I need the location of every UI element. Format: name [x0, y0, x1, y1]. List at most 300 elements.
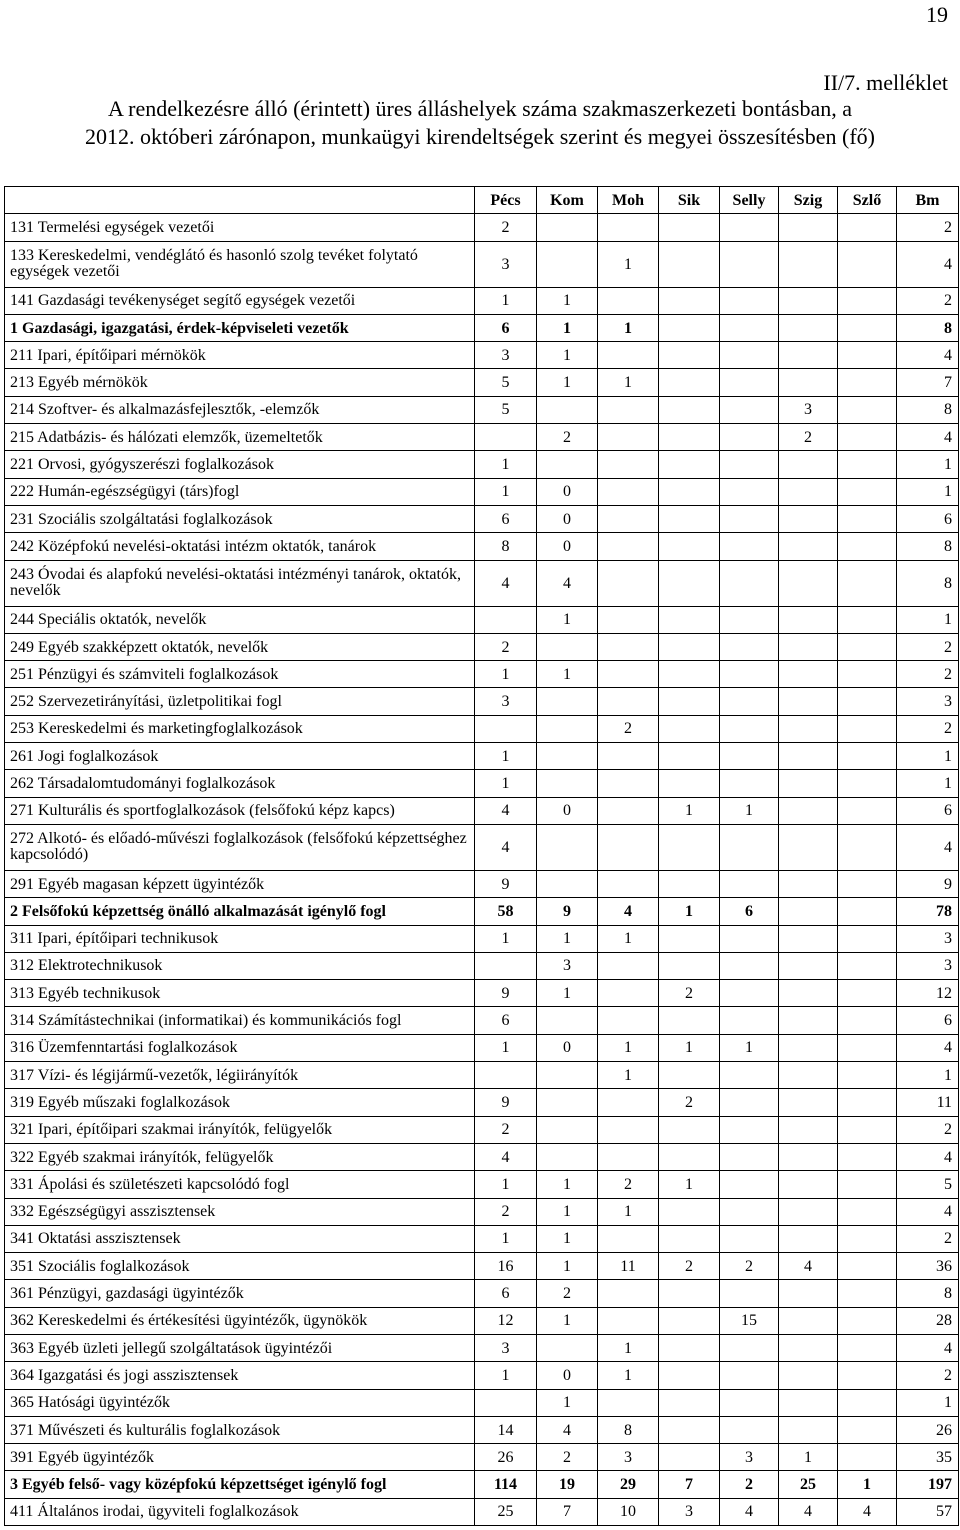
- value-cell: [475, 606, 537, 633]
- value-cell: [659, 533, 720, 560]
- table-row: [5, 314, 959, 341]
- value-cell: [779, 1416, 838, 1443]
- table-header-row: [5, 187, 959, 214]
- value-cell: [598, 770, 659, 797]
- value-cell: [838, 715, 897, 742]
- occupation-label: 3 Egyéb felső- vagy középfokú képzettséget igénylő fogl: [5, 1471, 475, 1498]
- value-cell: 1: [537, 925, 598, 952]
- value-cell: 2: [779, 424, 838, 451]
- value-cell: 3: [659, 1498, 720, 1525]
- total-cell: 6: [897, 1007, 959, 1034]
- value-cell: [838, 1198, 897, 1225]
- value-cell: [838, 1034, 897, 1061]
- value-cell: 1: [598, 1034, 659, 1061]
- value-cell: 8: [598, 1416, 659, 1443]
- value-cell: [598, 214, 659, 241]
- value-cell: 114: [475, 1471, 537, 1498]
- value-cell: [537, 241, 598, 287]
- value-cell: 1: [475, 743, 537, 770]
- column-header: Sik: [659, 187, 720, 214]
- value-cell: [659, 451, 720, 478]
- value-cell: 1: [720, 1034, 779, 1061]
- value-cell: [537, 451, 598, 478]
- value-cell: [838, 1062, 897, 1089]
- total-cell: 8: [897, 533, 959, 560]
- value-cell: [598, 1116, 659, 1143]
- table-row: [5, 1280, 959, 1307]
- occupation-label: 371 Művészeti és kulturális foglalkozások: [5, 1416, 475, 1443]
- occupation-label: 332 Egészségügyi asszisztensek: [5, 1198, 475, 1225]
- value-cell: [537, 1334, 598, 1361]
- value-cell: [838, 770, 897, 797]
- value-cell: [720, 478, 779, 505]
- value-cell: 1: [659, 1171, 720, 1198]
- total-cell: 7: [897, 369, 959, 396]
- value-cell: 26: [475, 1444, 537, 1471]
- value-cell: [598, 505, 659, 532]
- value-cell: [659, 661, 720, 688]
- value-cell: 2: [537, 1444, 598, 1471]
- value-cell: [779, 1225, 838, 1252]
- value-cell: [838, 1225, 897, 1252]
- value-cell: [779, 505, 838, 532]
- table-row: [5, 1034, 959, 1061]
- value-cell: [537, 633, 598, 660]
- value-cell: 2: [659, 1089, 720, 1116]
- total-cell: 35: [897, 1444, 959, 1471]
- value-cell: [720, 1389, 779, 1416]
- occupation-label: 214 Szoftver- és alkalmazásfejlesztők, -elemzők: [5, 396, 475, 423]
- occupation-label: 364 Igazgatási és jogi asszisztensek: [5, 1362, 475, 1389]
- value-cell: [659, 1007, 720, 1034]
- value-cell: [779, 1034, 838, 1061]
- value-cell: [598, 743, 659, 770]
- occupation-label: 313 Egyéb technikusok: [5, 980, 475, 1007]
- value-cell: [720, 1171, 779, 1198]
- value-cell: [838, 1253, 897, 1280]
- value-cell: [779, 1307, 838, 1334]
- value-cell: 1: [537, 1198, 598, 1225]
- value-cell: [598, 797, 659, 824]
- value-cell: [838, 533, 897, 560]
- table-row: [5, 214, 959, 241]
- table-row: [5, 1362, 959, 1389]
- total-cell: 4: [897, 342, 959, 369]
- occupation-label: 252 Szervezetirányítási, üzletpolitikai fogl: [5, 688, 475, 715]
- value-cell: 2: [475, 633, 537, 660]
- value-cell: [537, 715, 598, 742]
- value-cell: [598, 633, 659, 660]
- value-cell: 10: [598, 1498, 659, 1525]
- occupation-label: 361 Pénzügyi, gazdasági ügyintézők: [5, 1280, 475, 1307]
- total-cell: 26: [897, 1416, 959, 1443]
- table-row: [5, 424, 959, 451]
- value-cell: 3: [720, 1444, 779, 1471]
- value-cell: [779, 1143, 838, 1170]
- occupation-label: 317 Vízi- és légijármű-vezetők, légiirányítók: [5, 1062, 475, 1089]
- value-cell: [720, 743, 779, 770]
- value-cell: [779, 1280, 838, 1307]
- vacancies-table: [4, 186, 959, 1526]
- value-cell: [779, 1334, 838, 1361]
- table-row: [5, 770, 959, 797]
- table-row: [5, 478, 959, 505]
- total-cell: 2: [897, 633, 959, 660]
- occupation-label: 213 Egyéb mérnökök: [5, 369, 475, 396]
- value-cell: 0: [537, 533, 598, 560]
- total-cell: 4: [897, 241, 959, 287]
- value-cell: [779, 451, 838, 478]
- value-cell: [838, 314, 897, 341]
- value-cell: 1: [475, 478, 537, 505]
- value-cell: [838, 688, 897, 715]
- title-line-1: A rendelkezésre álló (érintett) üres álláshelyek száma szakmaszerkezeti bontásban, a: [108, 96, 852, 121]
- occupation-label: 362 Kereskedelmi és értékesítési ügyintézők, ügynökök: [5, 1307, 475, 1334]
- occupation-label: 322 Egyéb szakmai irányítók, felügyelők: [5, 1143, 475, 1170]
- value-cell: [659, 1280, 720, 1307]
- value-cell: [779, 715, 838, 742]
- value-cell: [659, 633, 720, 660]
- table-row: [5, 1171, 959, 1198]
- value-cell: [838, 1362, 897, 1389]
- table-row: [5, 560, 959, 606]
- value-cell: [779, 797, 838, 824]
- value-cell: 1: [838, 1471, 897, 1498]
- value-cell: 1: [475, 1034, 537, 1061]
- table-row: [5, 1143, 959, 1170]
- value-cell: 4: [475, 1143, 537, 1170]
- occupation-label: 251 Pénzügyi és számviteli foglalkozások: [5, 661, 475, 688]
- total-cell: 9: [897, 870, 959, 897]
- value-cell: 2: [659, 1253, 720, 1280]
- value-cell: [779, 1116, 838, 1143]
- value-cell: 6: [475, 314, 537, 341]
- occupation-label: 133 Kereskedelmi, vendéglátó és hasonló szolg tevéket folytató egységek vezetői: [5, 241, 475, 287]
- value-cell: [838, 980, 897, 1007]
- occupation-label: 2 Felsőfokú képzettség önálló alkalmazását igénylő fogl: [5, 898, 475, 925]
- value-cell: [838, 241, 897, 287]
- value-cell: [838, 1007, 897, 1034]
- value-cell: 1: [475, 1362, 537, 1389]
- value-cell: [475, 1062, 537, 1089]
- value-cell: 3: [598, 1444, 659, 1471]
- value-cell: [720, 824, 779, 870]
- value-cell: [720, 214, 779, 241]
- value-cell: 2: [537, 1280, 598, 1307]
- value-cell: [838, 342, 897, 369]
- value-cell: 4: [537, 1416, 598, 1443]
- value-cell: 2: [475, 1198, 537, 1225]
- total-cell: 5: [897, 1171, 959, 1198]
- table-row: [5, 606, 959, 633]
- value-cell: 0: [537, 1362, 598, 1389]
- value-cell: 6: [475, 505, 537, 532]
- value-cell: 9: [537, 898, 598, 925]
- value-cell: [720, 1007, 779, 1034]
- value-cell: 1: [598, 1062, 659, 1089]
- total-cell: 3: [897, 952, 959, 979]
- table-row: [5, 369, 959, 396]
- table-row: [5, 715, 959, 742]
- total-cell: 1: [897, 1389, 959, 1416]
- value-cell: 4: [475, 797, 537, 824]
- value-cell: 1: [598, 241, 659, 287]
- value-cell: [659, 1225, 720, 1252]
- value-cell: [537, 770, 598, 797]
- total-cell: 4: [897, 1198, 959, 1225]
- total-cell: 2: [897, 1362, 959, 1389]
- value-cell: [838, 424, 897, 451]
- value-cell: 1: [598, 1334, 659, 1361]
- value-cell: 1: [537, 1389, 598, 1416]
- table-row: [5, 633, 959, 660]
- value-cell: [659, 1444, 720, 1471]
- value-cell: [720, 1334, 779, 1361]
- value-cell: [720, 1116, 779, 1143]
- value-cell: 15: [720, 1307, 779, 1334]
- table-row: [5, 533, 959, 560]
- value-cell: [838, 369, 897, 396]
- value-cell: 9: [475, 980, 537, 1007]
- value-cell: [598, 1307, 659, 1334]
- value-cell: [537, 1116, 598, 1143]
- value-cell: 0: [537, 797, 598, 824]
- value-cell: [720, 715, 779, 742]
- total-cell: 78: [897, 898, 959, 925]
- total-cell: 2: [897, 287, 959, 314]
- value-cell: [838, 1334, 897, 1361]
- occupation-label: 316 Üzemfenntartási foglalkozások: [5, 1034, 475, 1061]
- value-cell: [720, 1225, 779, 1252]
- value-cell: [598, 870, 659, 897]
- page-number: 19: [926, 2, 948, 27]
- total-cell: 8: [897, 314, 959, 341]
- table-row: [5, 1225, 959, 1252]
- total-cell: 197: [897, 1471, 959, 1498]
- table-body: [5, 214, 959, 1526]
- total-cell: 4: [897, 1034, 959, 1061]
- title-line-2: 2012. októberi zárónapon, munkaügyi kirendeltségek szerint és megyei összesítésben (fő): [85, 124, 875, 149]
- value-cell: [838, 797, 897, 824]
- value-cell: [838, 505, 897, 532]
- occupation-label: 365 Hatósági ügyintézők: [5, 1389, 475, 1416]
- value-cell: [659, 1416, 720, 1443]
- column-header: Kom: [537, 187, 598, 214]
- value-cell: [598, 533, 659, 560]
- value-cell: [720, 342, 779, 369]
- value-cell: [838, 743, 897, 770]
- value-cell: [838, 952, 897, 979]
- value-cell: [598, 1143, 659, 1170]
- occupation-label: 271 Kulturális és sportfoglalkozások (felsőfokú képz kapcs): [5, 797, 475, 824]
- total-cell: 1: [897, 1062, 959, 1089]
- table-row: [5, 1334, 959, 1361]
- table-row: [5, 925, 959, 952]
- total-cell: 8: [897, 1280, 959, 1307]
- occupation-label: 242 Középfokú nevelési-oktatási intézm oktatók, tanárok: [5, 533, 475, 560]
- total-cell: 3: [897, 688, 959, 715]
- table-row: [5, 1416, 959, 1443]
- value-cell: 2: [537, 424, 598, 451]
- value-cell: [720, 533, 779, 560]
- value-cell: [537, 743, 598, 770]
- value-cell: [779, 980, 838, 1007]
- value-cell: [598, 560, 659, 606]
- occupation-label: 249 Egyéb szakképzett oktatók, nevelők: [5, 633, 475, 660]
- value-cell: 3: [475, 688, 537, 715]
- value-cell: [659, 1389, 720, 1416]
- value-cell: [838, 451, 897, 478]
- value-cell: [779, 1007, 838, 1034]
- value-cell: 2: [475, 1116, 537, 1143]
- value-cell: [475, 424, 537, 451]
- value-cell: [779, 870, 838, 897]
- value-cell: 4: [537, 560, 598, 606]
- value-cell: [598, 1007, 659, 1034]
- value-cell: [779, 369, 838, 396]
- occupation-label: 243 Óvodai és alapfokú nevelési-oktatási intézményi tanárok, oktatók, nevelők: [5, 560, 475, 606]
- value-cell: 2: [598, 715, 659, 742]
- value-cell: [537, 870, 598, 897]
- value-cell: [720, 1280, 779, 1307]
- value-cell: 9: [475, 1089, 537, 1116]
- value-cell: [720, 1062, 779, 1089]
- value-cell: [720, 424, 779, 451]
- value-cell: [838, 633, 897, 660]
- value-cell: [720, 1089, 779, 1116]
- value-cell: 4: [475, 560, 537, 606]
- table-row: [5, 1116, 959, 1143]
- column-header: [5, 187, 475, 214]
- annex-label: II/7. melléklet: [823, 70, 948, 95]
- total-cell: 8: [897, 560, 959, 606]
- value-cell: [720, 1198, 779, 1225]
- value-cell: [779, 952, 838, 979]
- value-cell: [537, 396, 598, 423]
- occupation-label: 291 Egyéb magasan képzett ügyintézők: [5, 870, 475, 897]
- document-title: [0, 95, 960, 151]
- value-cell: [779, 342, 838, 369]
- value-cell: [475, 1389, 537, 1416]
- total-cell: 1: [897, 743, 959, 770]
- value-cell: 9: [475, 870, 537, 897]
- value-cell: [779, 314, 838, 341]
- value-cell: [537, 1089, 598, 1116]
- occupation-label: 312 Elektrotechnikusok: [5, 952, 475, 979]
- value-cell: 12: [475, 1307, 537, 1334]
- value-cell: [598, 342, 659, 369]
- value-cell: [779, 1062, 838, 1089]
- value-cell: [598, 1225, 659, 1252]
- total-cell: 12: [897, 980, 959, 1007]
- value-cell: [598, 287, 659, 314]
- value-cell: [720, 451, 779, 478]
- total-cell: 2: [897, 214, 959, 241]
- value-cell: [838, 870, 897, 897]
- value-cell: [779, 241, 838, 287]
- value-cell: 5: [475, 396, 537, 423]
- value-cell: [659, 1116, 720, 1143]
- value-cell: [720, 1362, 779, 1389]
- occupation-label: 351 Szociális foglalkozások: [5, 1253, 475, 1280]
- value-cell: [537, 1143, 598, 1170]
- value-cell: [779, 1362, 838, 1389]
- value-cell: 1: [659, 797, 720, 824]
- table-row: [5, 1307, 959, 1334]
- table-row: [5, 1089, 959, 1116]
- value-cell: [720, 505, 779, 532]
- value-cell: 2: [720, 1253, 779, 1280]
- value-cell: [720, 870, 779, 897]
- occupation-label: 262 Társadalomtudományi foglalkozások: [5, 770, 475, 797]
- value-cell: [779, 688, 838, 715]
- value-cell: 1: [475, 925, 537, 952]
- table-row: [5, 1471, 959, 1498]
- total-cell: 2: [897, 1225, 959, 1252]
- value-cell: [838, 1307, 897, 1334]
- total-cell: 57: [897, 1498, 959, 1525]
- value-cell: [838, 1416, 897, 1443]
- value-cell: 11: [598, 1253, 659, 1280]
- value-cell: 4: [475, 824, 537, 870]
- value-cell: [598, 824, 659, 870]
- value-cell: [779, 925, 838, 952]
- value-cell: 1: [475, 1171, 537, 1198]
- value-cell: [720, 1416, 779, 1443]
- table-row: [5, 688, 959, 715]
- occupation-label: 363 Egyéb üzleti jellegű szolgáltatások ügyintézői: [5, 1334, 475, 1361]
- occupation-label: 231 Szociális szolgáltatási foglalkozások: [5, 505, 475, 532]
- value-cell: 25: [475, 1498, 537, 1525]
- value-cell: 2: [720, 1471, 779, 1498]
- value-cell: 4: [838, 1498, 897, 1525]
- occupation-label: 222 Humán-egészségügyi (társ)fogl: [5, 478, 475, 505]
- value-cell: 1: [537, 369, 598, 396]
- occupation-label: 311 Ipari, építőipari technikusok: [5, 925, 475, 952]
- value-cell: [720, 770, 779, 797]
- value-cell: 29: [598, 1471, 659, 1498]
- value-cell: 1: [598, 1362, 659, 1389]
- value-cell: [838, 1116, 897, 1143]
- occupation-label: 321 Ipari, építőipari szakmai irányítók, felügyelők: [5, 1116, 475, 1143]
- total-cell: 36: [897, 1253, 959, 1280]
- value-cell: [537, 1062, 598, 1089]
- value-cell: [659, 715, 720, 742]
- total-cell: 1: [897, 478, 959, 505]
- value-cell: 1: [537, 606, 598, 633]
- value-cell: [779, 214, 838, 241]
- value-cell: [779, 770, 838, 797]
- total-cell: 2: [897, 1116, 959, 1143]
- value-cell: 6: [720, 898, 779, 925]
- value-cell: [779, 606, 838, 633]
- value-cell: [779, 1198, 838, 1225]
- total-cell: 28: [897, 1307, 959, 1334]
- value-cell: [838, 1143, 897, 1170]
- value-cell: [659, 824, 720, 870]
- column-header: Szig: [779, 187, 838, 214]
- table-row: [5, 396, 959, 423]
- value-cell: [659, 369, 720, 396]
- value-cell: [720, 560, 779, 606]
- table-row: [5, 952, 959, 979]
- table-row: [5, 505, 959, 532]
- value-cell: [659, 688, 720, 715]
- value-cell: [720, 369, 779, 396]
- occupation-label: 391 Egyéb ügyintézők: [5, 1444, 475, 1471]
- value-cell: [659, 1307, 720, 1334]
- value-cell: [779, 287, 838, 314]
